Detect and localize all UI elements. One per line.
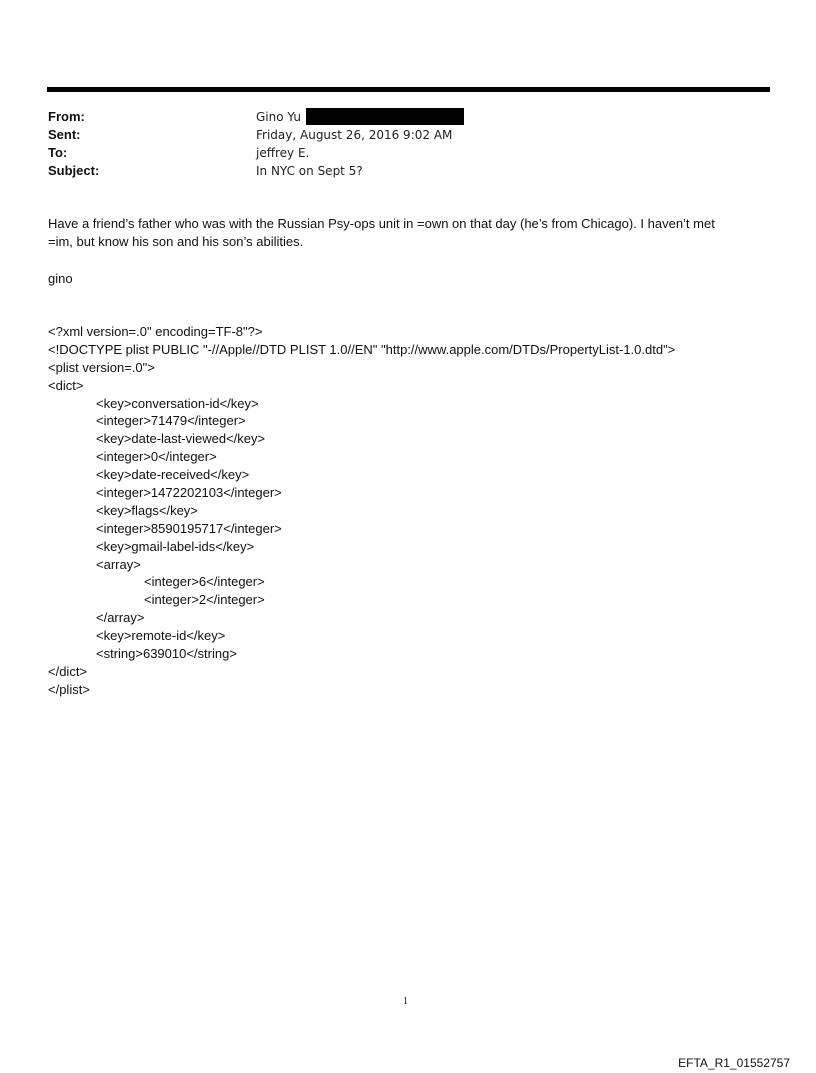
body-paragraph-line-1: Have a friend’s father who was with the Russian Psy-ops unit in =own on that day (he’s from Chicago). I haven’t met	[48, 216, 715, 231]
xml-line: <integer>6</integer>	[144, 574, 265, 590]
xml-plist-block	[48, 323, 675, 699]
sent-row	[48, 126, 748, 144]
document-id: EFTA_R1_01552757	[678, 1056, 790, 1070]
xml-line: </plist>	[48, 681, 90, 697]
xml-line: <key>gmail-label-ids</key>	[96, 538, 255, 554]
xml-line: <?xml version=.0" encoding=TF-8"?>	[48, 324, 263, 339]
from-value	[256, 108, 464, 126]
email-header	[48, 108, 748, 180]
xml-line: <integer>0</integer>	[96, 449, 217, 465]
from-row	[48, 108, 748, 126]
xml-line: <string>639010</string>	[96, 646, 237, 662]
from-label: From:	[48, 109, 85, 124]
xml-line: <!DOCTYPE plist PUBLIC "-//Apple//DTD PLIST 1.0//EN" "http://www.apple.com/DTDs/PropertyList-1.0.dtd">	[48, 341, 676, 357]
subject-row	[48, 162, 748, 180]
to-value: jeffrey E.	[256, 146, 310, 160]
subject-label: Subject:	[48, 163, 100, 178]
xml-line: <key>remote-id</key>	[96, 628, 226, 644]
xml-line: </array>	[96, 610, 145, 626]
xml-line: <integer>71479</integer>	[96, 413, 246, 429]
to-label: To:	[48, 145, 68, 160]
xml-line: <dict>	[48, 377, 84, 393]
sender-name: Gino Yu	[256, 110, 301, 124]
header-divider	[47, 87, 770, 92]
xml-line: <integer>2</integer>	[144, 592, 265, 608]
signoff: gino	[48, 271, 73, 286]
subject-value: In NYC on Sept 5?	[256, 164, 363, 178]
xml-line: <key>date-last-viewed</key>	[96, 431, 266, 447]
email-body	[48, 215, 768, 251]
xml-line: <key>date-received</key>	[96, 467, 250, 483]
to-row	[48, 144, 748, 162]
body-paragraph-line-2: =im, but know his son and his son’s abilities.	[48, 234, 304, 249]
page-number: 1	[403, 996, 408, 1007]
sent-label: Sent:	[48, 127, 81, 142]
sent-value: Friday, August 26, 2016 9:02 AM	[256, 128, 453, 142]
xml-line: <key>conversation-id</key>	[96, 395, 259, 411]
redaction-box	[306, 108, 464, 125]
xml-line: <array>	[96, 556, 141, 572]
xml-line: <integer>8590195717</integer>	[96, 520, 282, 536]
xml-line: <integer>1472202103</integer>	[96, 485, 282, 501]
xml-line: <key>flags</key>	[96, 502, 198, 518]
xml-line: </dict>	[48, 663, 88, 679]
xml-line: <plist version=.0">	[48, 359, 155, 375]
